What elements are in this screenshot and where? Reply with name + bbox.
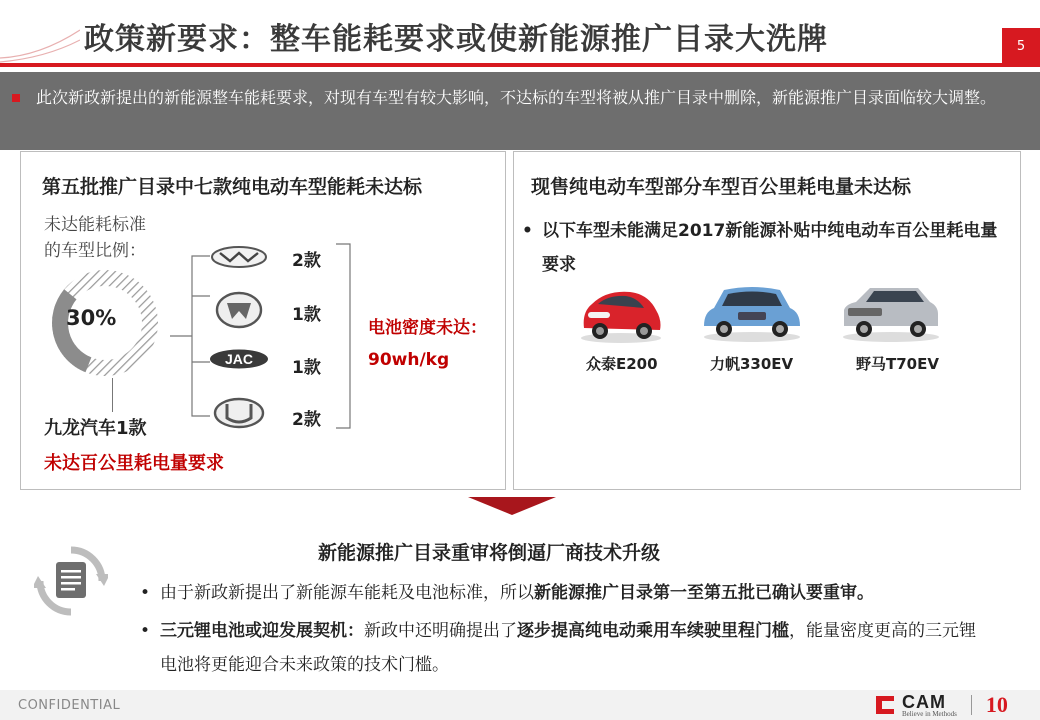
ratio-label-line2: 的车型比例： (44, 241, 146, 261)
car-label-3: 野马T70EV (856, 355, 939, 373)
brand-1-count: 2款 (292, 251, 321, 271)
page-number: 5 (1002, 28, 1040, 64)
bullet-dot: • (522, 221, 533, 241)
car-label-1: 众泰E200 (586, 355, 658, 373)
donut-connector-line (112, 378, 113, 412)
right-brace (336, 242, 356, 432)
item2-bold-b: 逐步提高纯电动乘用车续驶里程门槛 (517, 621, 789, 641)
bullet-dot: • (140, 621, 151, 641)
banner-bullet-icon (12, 94, 20, 102)
cam-logo-text: CAM (902, 691, 946, 712)
cam-logo-mark-icon (874, 694, 896, 716)
bottom-title: 新能源推广目录重审将倒逼厂商技术升级 (318, 542, 661, 564)
bottom-item-1 (140, 576, 1000, 610)
battery-density-note (368, 312, 487, 376)
title-swoosh-decoration (0, 0, 80, 64)
car-image-zotye-e200 (578, 284, 664, 344)
ratio-label-line1: 未达能耗标准 (44, 215, 146, 235)
brand-2-count: 1款 (292, 305, 321, 325)
anniversary-badge: 10 (985, 692, 1008, 717)
ratio-label (44, 212, 146, 264)
brand-4-count: 2款 (292, 410, 321, 430)
confidential-label: CONFIDENTIAL (18, 698, 121, 713)
brand-logo-1-icon (210, 244, 268, 270)
summary-banner (0, 72, 1040, 150)
car-image-lifan-330ev (700, 282, 804, 342)
brand-logo-2-icon (214, 291, 264, 329)
left-bracket (170, 240, 214, 430)
ratio-value: 30% (66, 306, 117, 330)
right-bullet-text: 以下车型未能满足2017新能源补贴中纯电动车百公里耗电量要求 (542, 221, 998, 275)
logo-divider (971, 695, 972, 715)
right-panel-heading: 现售纯电动车型部分车型百公里耗电量未达标 (531, 176, 912, 198)
car-image-yema-t70ev (840, 282, 942, 342)
item2-normal-a: 新政中还明确提出了 (364, 621, 517, 641)
item2-bold-lead: 三元锂电池或迎发展契机： (160, 621, 364, 641)
bullet-dot: • (140, 583, 151, 603)
battery-note-line1: 电池密度未达： (368, 318, 487, 338)
svg-text:JAC: JAC (224, 351, 254, 367)
jiulong-note-sub: 未达百公里耗电量要求 (44, 453, 224, 474)
document-cycle-icon (34, 544, 108, 618)
jiulong-note: 九龙汽车1款 (44, 418, 147, 439)
left-panel-heading: 第五批推广目录中七款纯电动车型能耗未达标 (42, 176, 423, 198)
battery-note-line2: 90wh/kg (368, 350, 450, 370)
brand-3-count: 1款 (292, 358, 321, 378)
cam-tagline: Believe in Methods (902, 709, 957, 718)
page-title: 政策新要求：整车能耗要求或使新能源推广目录大洗牌 (84, 22, 828, 57)
right-panel-bullet (522, 214, 1002, 282)
jac-logo-icon (208, 348, 270, 370)
car-label-2: 力帆330EV (710, 355, 794, 373)
bottom-item-2 (140, 614, 980, 682)
down-arrow-icon (468, 497, 556, 515)
title-underline (0, 63, 1040, 67)
item2-normal-b: ，能量密度更高的三元锂电池将更能迎合未来政策的技术门槛。 (160, 621, 976, 675)
cam-logo (874, 692, 1008, 718)
item1-bold-text: 新能源推广目录第一至第五批已确认要重审。 (534, 583, 874, 603)
banner-text: 此次新政新提出的新能源整车能耗要求，对现有车型有较大影响，不达标的车型将被从推广目录中删除，新能源推广目录面临较大调整。 (36, 88, 997, 107)
brand-logo-4-icon (212, 396, 266, 430)
item1-normal-text: 由于新政新提出了新能源车能耗及电池标准，所以 (160, 583, 534, 603)
